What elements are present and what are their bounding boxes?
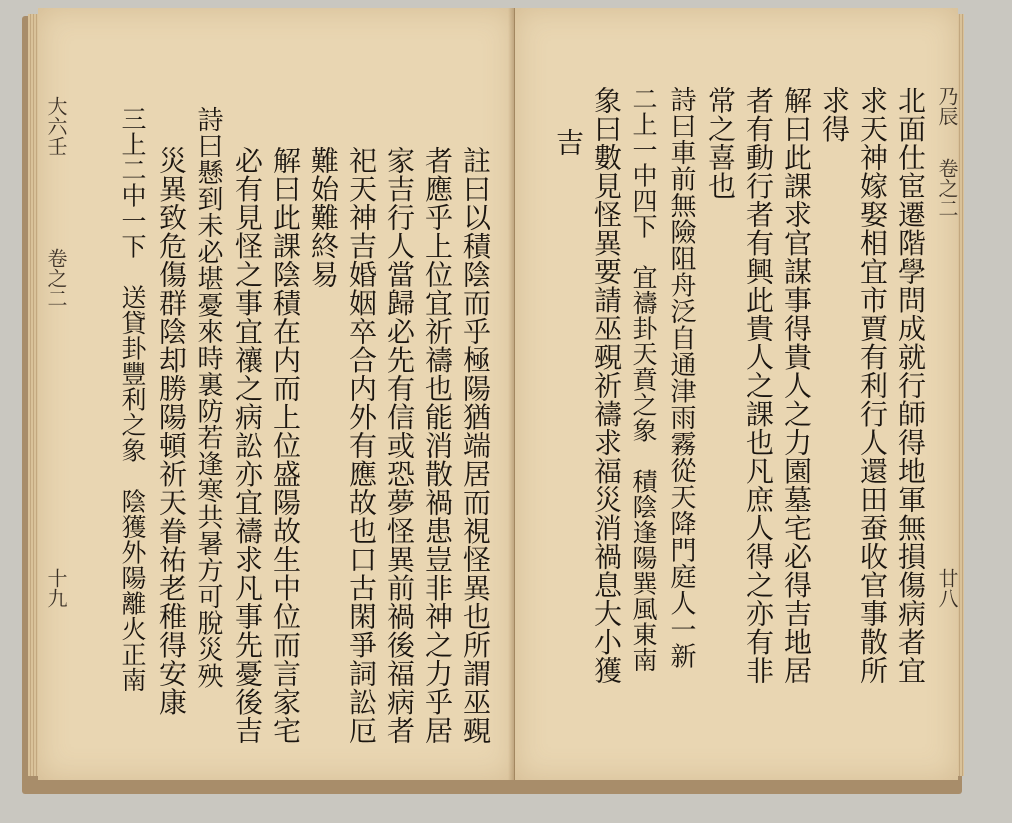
right-margin-volume: 卷之二 — [935, 158, 959, 218]
left-column-5: 難始難終易 — [307, 146, 340, 289]
left-column-10: 三上二中一下 送貸卦豐利之象 陰獲外陽離火正南 — [118, 106, 147, 693]
right-column-7: 詩曰車前無險阻舟泛自通津雨霧從天降門庭人一新 — [666, 86, 696, 669]
right-column-5: 者有動行者有興此貴人之課也凡庶人得之亦有非 — [742, 86, 775, 685]
right-column-2: 求天神嫁娶相宜市賈有利行人還田蚕收官事散所 — [856, 86, 889, 685]
right-page — [515, 8, 958, 780]
right-margin-folio: 廿八 — [935, 568, 959, 608]
left-margin-title: 大六壬 — [44, 96, 68, 156]
left-margin-folio: 十九 — [44, 568, 68, 608]
left-column-7: 必有見怪之事宜禳之病訟亦宜禱求凡事先憂後吉 — [231, 146, 264, 745]
open-book — [22, 8, 962, 798]
left-page — [38, 8, 515, 780]
left-column-9: 災異致危傷群陰却勝陽頓祈天眷祐老稚得安康 — [155, 146, 188, 716]
right-column-1: 北面仕宦遷階學問成就行師得地軍無損傷病者宜 — [894, 86, 927, 685]
left-column-4: 祀天神吉婚姻卒合内外有應故也口古閑爭詞訟厄 — [345, 146, 378, 745]
right-column-4: 解曰此課求官謀事得貴人之力園墓宅必得吉地居 — [780, 86, 813, 685]
right-column-6: 常之喜也 — [704, 86, 737, 200]
left-column-1: 註曰以積陰而乎極陽猶端居而視怪異也所謂巫覡 — [459, 146, 492, 745]
right-column-10: 吉 — [552, 128, 585, 157]
right-column-3: 求得 — [818, 86, 851, 143]
left-column-8: 詩曰懸到未必堪憂來時裏防若逢寒共暑方可脫災殃 — [193, 106, 223, 689]
right-column-8: 二上一中四下 宜禱卦天賁之象 積陰逢陽巽風東南 — [629, 86, 658, 673]
right-margin-title: 乃辰 — [935, 86, 959, 126]
left-column-6: 解曰此課陰積在内而上位盛陽故生中位而言家宅 — [269, 146, 302, 745]
right-column-9: 象曰數見怪異要請巫覡祈禱求福災消禍息大小獲 — [590, 86, 623, 685]
left-margin-volume: 卷之二 — [44, 248, 68, 308]
left-column-3: 家吉行人當歸必先有信或恐夢怪異前禍後福病者 — [383, 146, 416, 745]
left-column-2: 者應乎上位宜祈禱也能消散禍患豈非神之力乎居 — [421, 146, 454, 745]
